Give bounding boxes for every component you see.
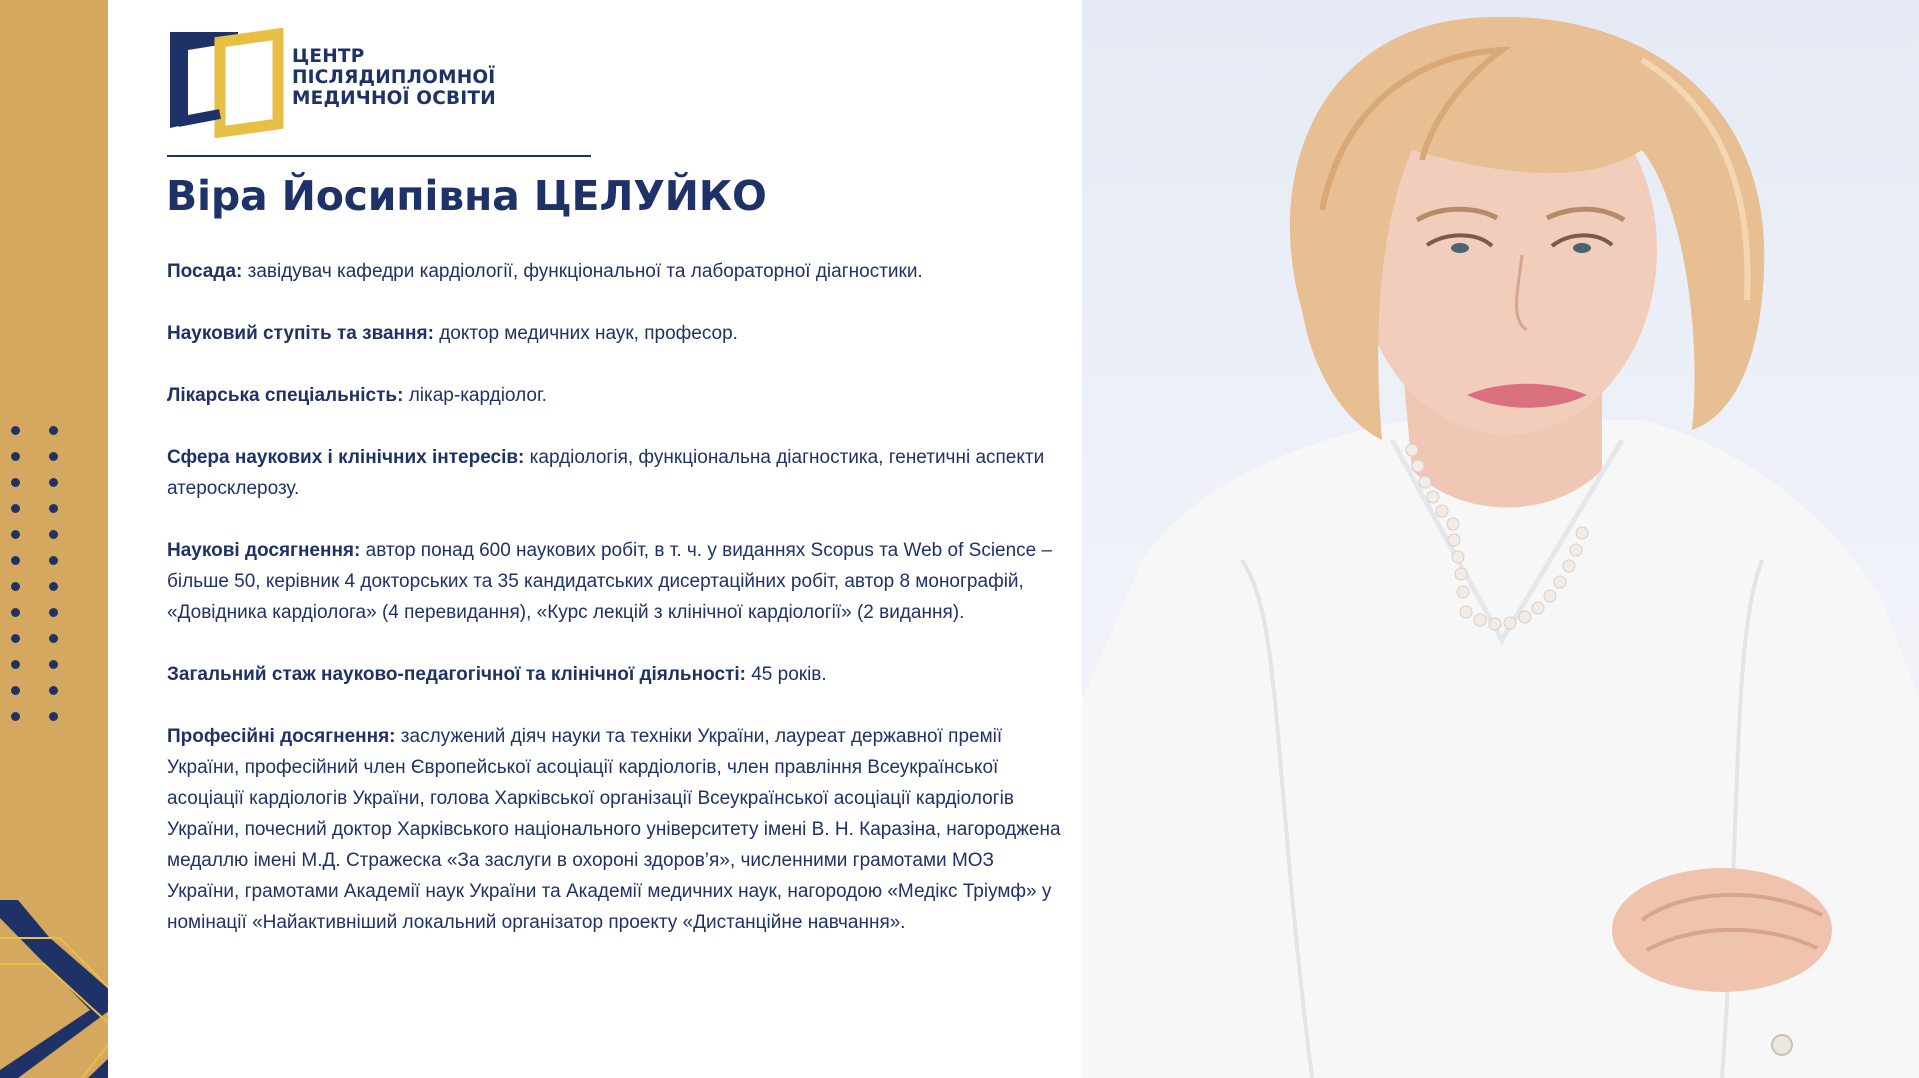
decor-dot: [11, 452, 20, 461]
logo-line-3: МЕДИЧНОЇ ОСВІТИ: [292, 88, 496, 109]
decor-dot: [49, 504, 58, 513]
decor-dot: [49, 608, 58, 617]
decor-dot: [11, 660, 20, 669]
info-value: доктор медичних наук, професор.: [439, 323, 738, 344]
decor-dot: [49, 556, 58, 565]
decor-dot: [49, 660, 58, 669]
portrait-photo: [1082, 0, 1919, 1078]
portrait-illustration: [1082, 0, 1919, 1078]
info-label: Лікарська спеціальність:: [167, 385, 404, 406]
info-degree: [167, 318, 1067, 349]
info-label: Посада:: [167, 261, 243, 282]
decor-dot: [49, 686, 58, 695]
decor-dot: [11, 504, 20, 513]
title-divider: [167, 155, 591, 157]
info-label: Науковий ступіть та звання:: [167, 323, 434, 344]
info-section: [167, 256, 1067, 969]
info-specialty: [167, 380, 1067, 411]
info-value: завідувач кафедри кардіології, функціональної та лабораторної діагностики.: [247, 261, 923, 282]
decor-dot: [49, 634, 58, 643]
decor-dot: [11, 712, 20, 721]
decor-dot: [11, 478, 20, 487]
decor-dot: [49, 582, 58, 591]
decor-dot: [11, 608, 20, 617]
decor-dot: [49, 478, 58, 487]
person-name: Віра Йосипівна ЦЕЛУЙКО: [166, 172, 767, 220]
decor-dot: [11, 686, 20, 695]
info-value: 45 років.: [751, 664, 827, 685]
dot-pattern: [11, 426, 63, 721]
info-value: лікар-кардіолог.: [408, 385, 547, 406]
decor-dot: [49, 426, 58, 435]
content-panel: [108, 0, 1082, 1078]
info-label: Сфера наукових і клінічних інтересів:: [167, 447, 525, 468]
decor-dot: [11, 530, 20, 539]
decor-dot: [49, 530, 58, 539]
info-value: заслужений діяч науки та техніки України, лауреат державної премії України, професійний член Європейської асоціації кардіологів, член правління Всеукраїнської асоціації кардіологів України, голова Харківської організації Всеукраїнської асоціації кардіологів України, почесний доктор Харківського національного університету імені В. Н. Каразіна, нагороджена медаллю імені М.Д. Стражеска «За заслуги в охороні здоров’я», численними грамотами МОЗ України, грамотами Академії наук України та Академії медичних наук, нагородою «Медікс Тріумф» у номінації «Найактивніший локальний організатор проекту «Дистанційне навчання».: [167, 726, 1061, 933]
info-interests: [167, 442, 1067, 504]
decor-dot: [49, 452, 58, 461]
decor-dot: [11, 582, 20, 591]
decor-dot: [49, 712, 58, 721]
info-label: Загальний стаж науково-педагогічної та клінічної діяльності:: [167, 664, 746, 685]
logo-text: [292, 46, 496, 109]
info-label: Наукові досягнення:: [167, 540, 361, 561]
decor-dot: [11, 426, 20, 435]
logo-line-2: ПІСЛЯДИПЛОМНОЇ: [292, 67, 496, 88]
info-scientific-achievements: [167, 535, 1067, 628]
info-label: Професійні досягнення:: [167, 726, 396, 747]
info-value: кардіологія, функціональна діагностика, генетичні аспекти атеросклерозу.: [167, 447, 1045, 499]
decor-dot: [11, 634, 20, 643]
info-position: [167, 256, 1067, 287]
info-value: автор понад 600 наукових робіт, в т. ч. у виданнях Scopus та Web of Science – більше 50, керівник 4 докторських та 35 кандидатських дисертаційних робіт, автор 8 монографій, «Довідника кардіолога» (4 перевидання), «Курс лекцій з клінічної кардіології» (2 видання).: [167, 540, 1053, 623]
decor-dot: [11, 556, 20, 565]
info-experience: [167, 659, 1067, 690]
info-professional-achievements: [167, 721, 1067, 938]
logo-line-1: ЦЕНТР: [292, 46, 365, 67]
